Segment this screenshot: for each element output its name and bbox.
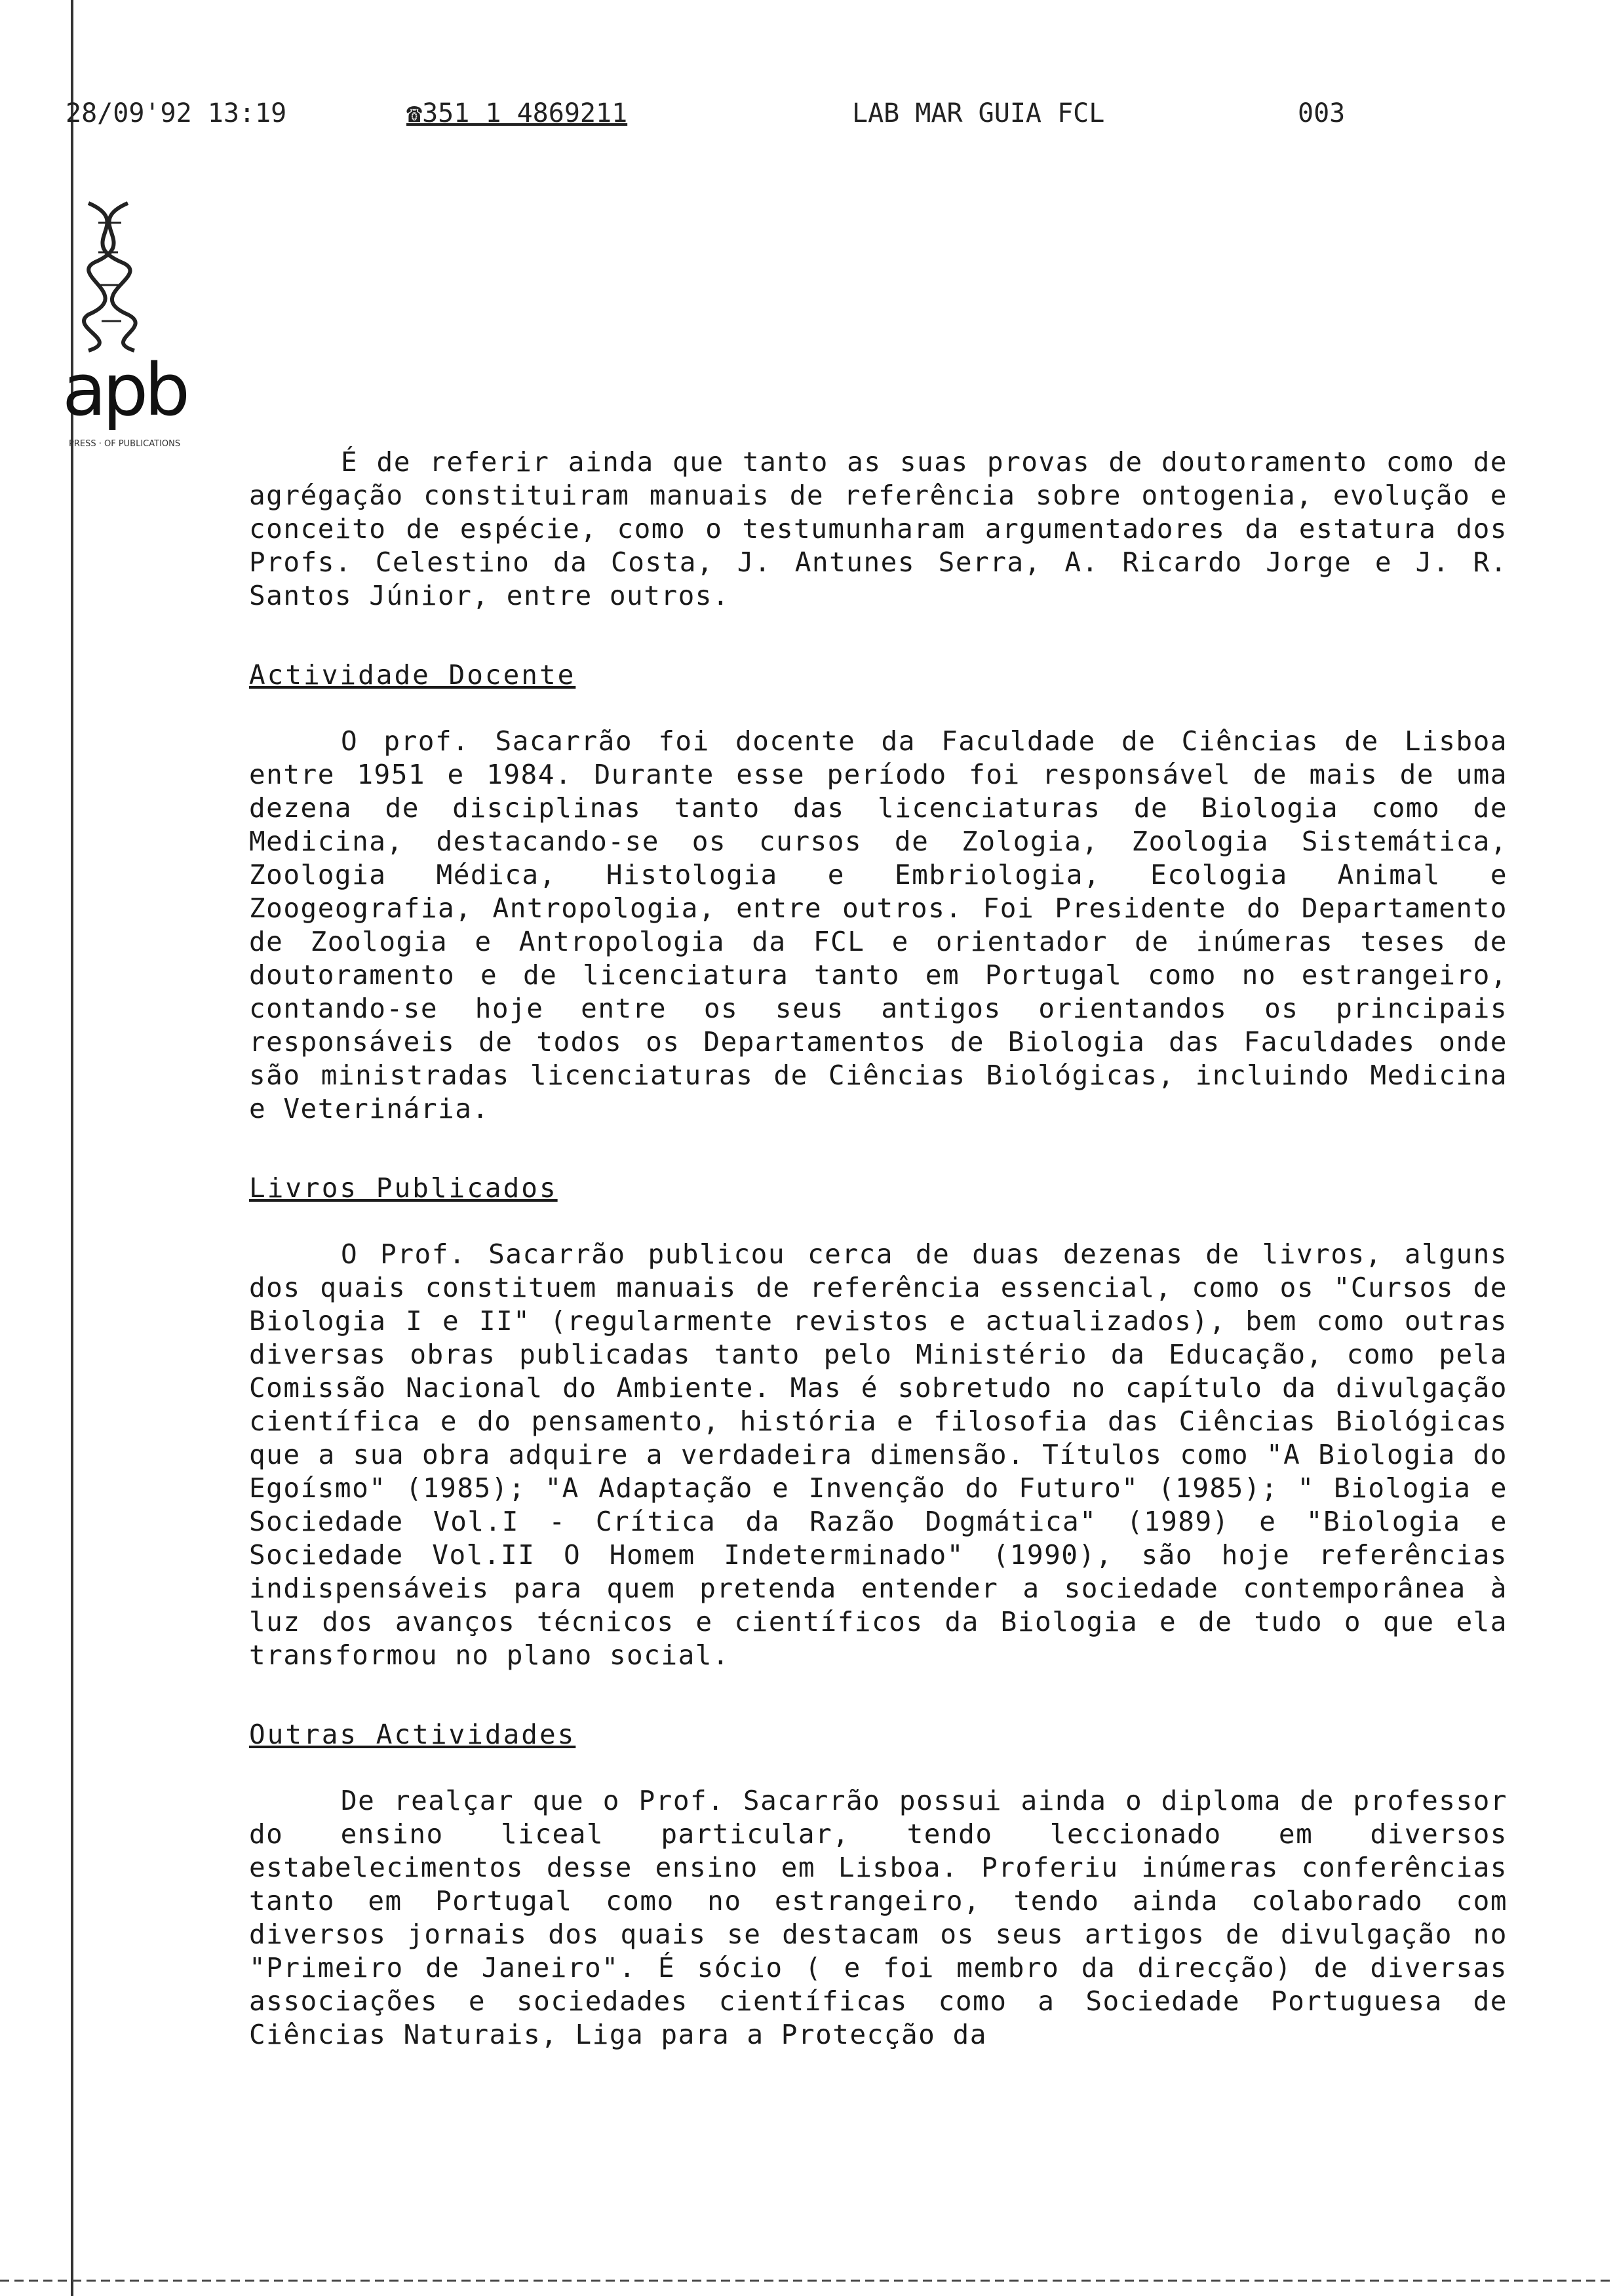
apb-logo — [62, 197, 220, 449]
section-body-actividade-docente: O prof. Sacarrão foi docente da Faculdade de Ciências de Lisboa entre 1951 e 1984. Durante esse período foi responsável de mais de uma dezena de disciplinas tanto das licenciaturas de Biologia como de Medicina, destacando-se os cursos de Zologia, Zoologia Sistemática, Zoologia Médica, Histologia e Embriologia, Ecologia Animal e Zoogeografia, Antropologia, entre outros. Foi Presidente do Departamento de Zoologia e Antropologia da FCL e orientador de inúmeras teses de doutoramento e de licenciatura tanto em Portugal como no estrangeiro, contando-se hoje entre os seus antigos orientandos os principais responsáveis de todos os Departamentos de Biologia das Faculdades onde são ministradas licenciaturas de Ciências Biológicas, incluindo Medicina e Veterinária. — [249, 725, 1508, 1124]
section-body-livros-publicados: O Prof. Sacarrão publicou cerca de duas dezenas de livros, alguns dos quais constituem manuais de referência essencial, como os "Cursos de Biologia I e II" (regularmente revistos e actualizados), bem como outras diversas obras publicadas tanto pelo Ministério da Educação, como pela Comissão Nacional do Ambiente. Mas é sobretudo no capítulo da divulgação científica e do pensamento, história e filosofia das Ciências Biológicas que a sua obra adquire a verdadeira dimensão. Títulos como "A Biologia do Egoísmo" (1985); "A Adaptação e Invenção do Futuro" (1985); " Biologia e Sociedade Vol.I - Crítica da Razão Dogmática" (1989) e "Biologia e Sociedade Vol.II O Homem Indeterminado" (1990), são hoje referências indispensáveis para quem pretenda entender a sociedade contemporânea à luz dos avanços técnicos e científicos da Biologia e de tudo o que ela transformou no plano social. — [249, 1238, 1508, 1671]
logo-wordmark: apb — [62, 348, 187, 432]
fax-page-number: 003 — [1298, 98, 1346, 128]
dna-helix-icon — [62, 197, 161, 354]
fax-sender: LAB MAR GUIA FCL — [852, 98, 1105, 128]
fax-transmission-noise — [0, 2280, 1615, 2282]
section-body-outras-actividades: De realçar que o Prof. Sacarrão possui ainda o diploma de professor do ensino liceal particular, tendo leccionado em diversos estabelecimentos desse ensino em Lisboa. Proferiu inúmeras conferências tanto em Portugal como no estrangeiro, tendo ainda colaborado com diversos jornais dos quais se destacam os seus artigos de divulgação no "Primeiro de Janeiro". É sócio ( e foi membro da direcção) de diversas associações e sociedades científicas como a Sociedade Portuguesa de Ciências Naturais, Liga para a Protecção da — [249, 1785, 1508, 2050]
intro-paragraph: É de referir ainda que tanto as suas provas de doutoramento como de agrégação constituiram manuais de referência sobre ontogenia, evolução e conceito de espécie, como o testumunharam argumentadores da estatura dos Profs. Celestino da Costa, J. Antunes Serra, A. Ricardo Jorge e J. R. Santos Júnior, entre outros. — [249, 446, 1508, 611]
fax-date-time: 28/09'92 13:19 — [66, 98, 287, 128]
logo-caption: PRESS · OF PUBLICATIONS — [69, 439, 181, 449]
section-heading-livros-publicados: Livros Publicados — [249, 1172, 558, 1204]
fax-header — [66, 98, 1573, 144]
section-heading-outras-actividades: Outras Actividades — [249, 1719, 576, 1750]
document-body — [249, 446, 1508, 2052]
section-heading-actividade-docente: Actividade Docente — [249, 659, 576, 691]
fax-phone-number: ☎351 1 4869211 — [406, 98, 628, 128]
